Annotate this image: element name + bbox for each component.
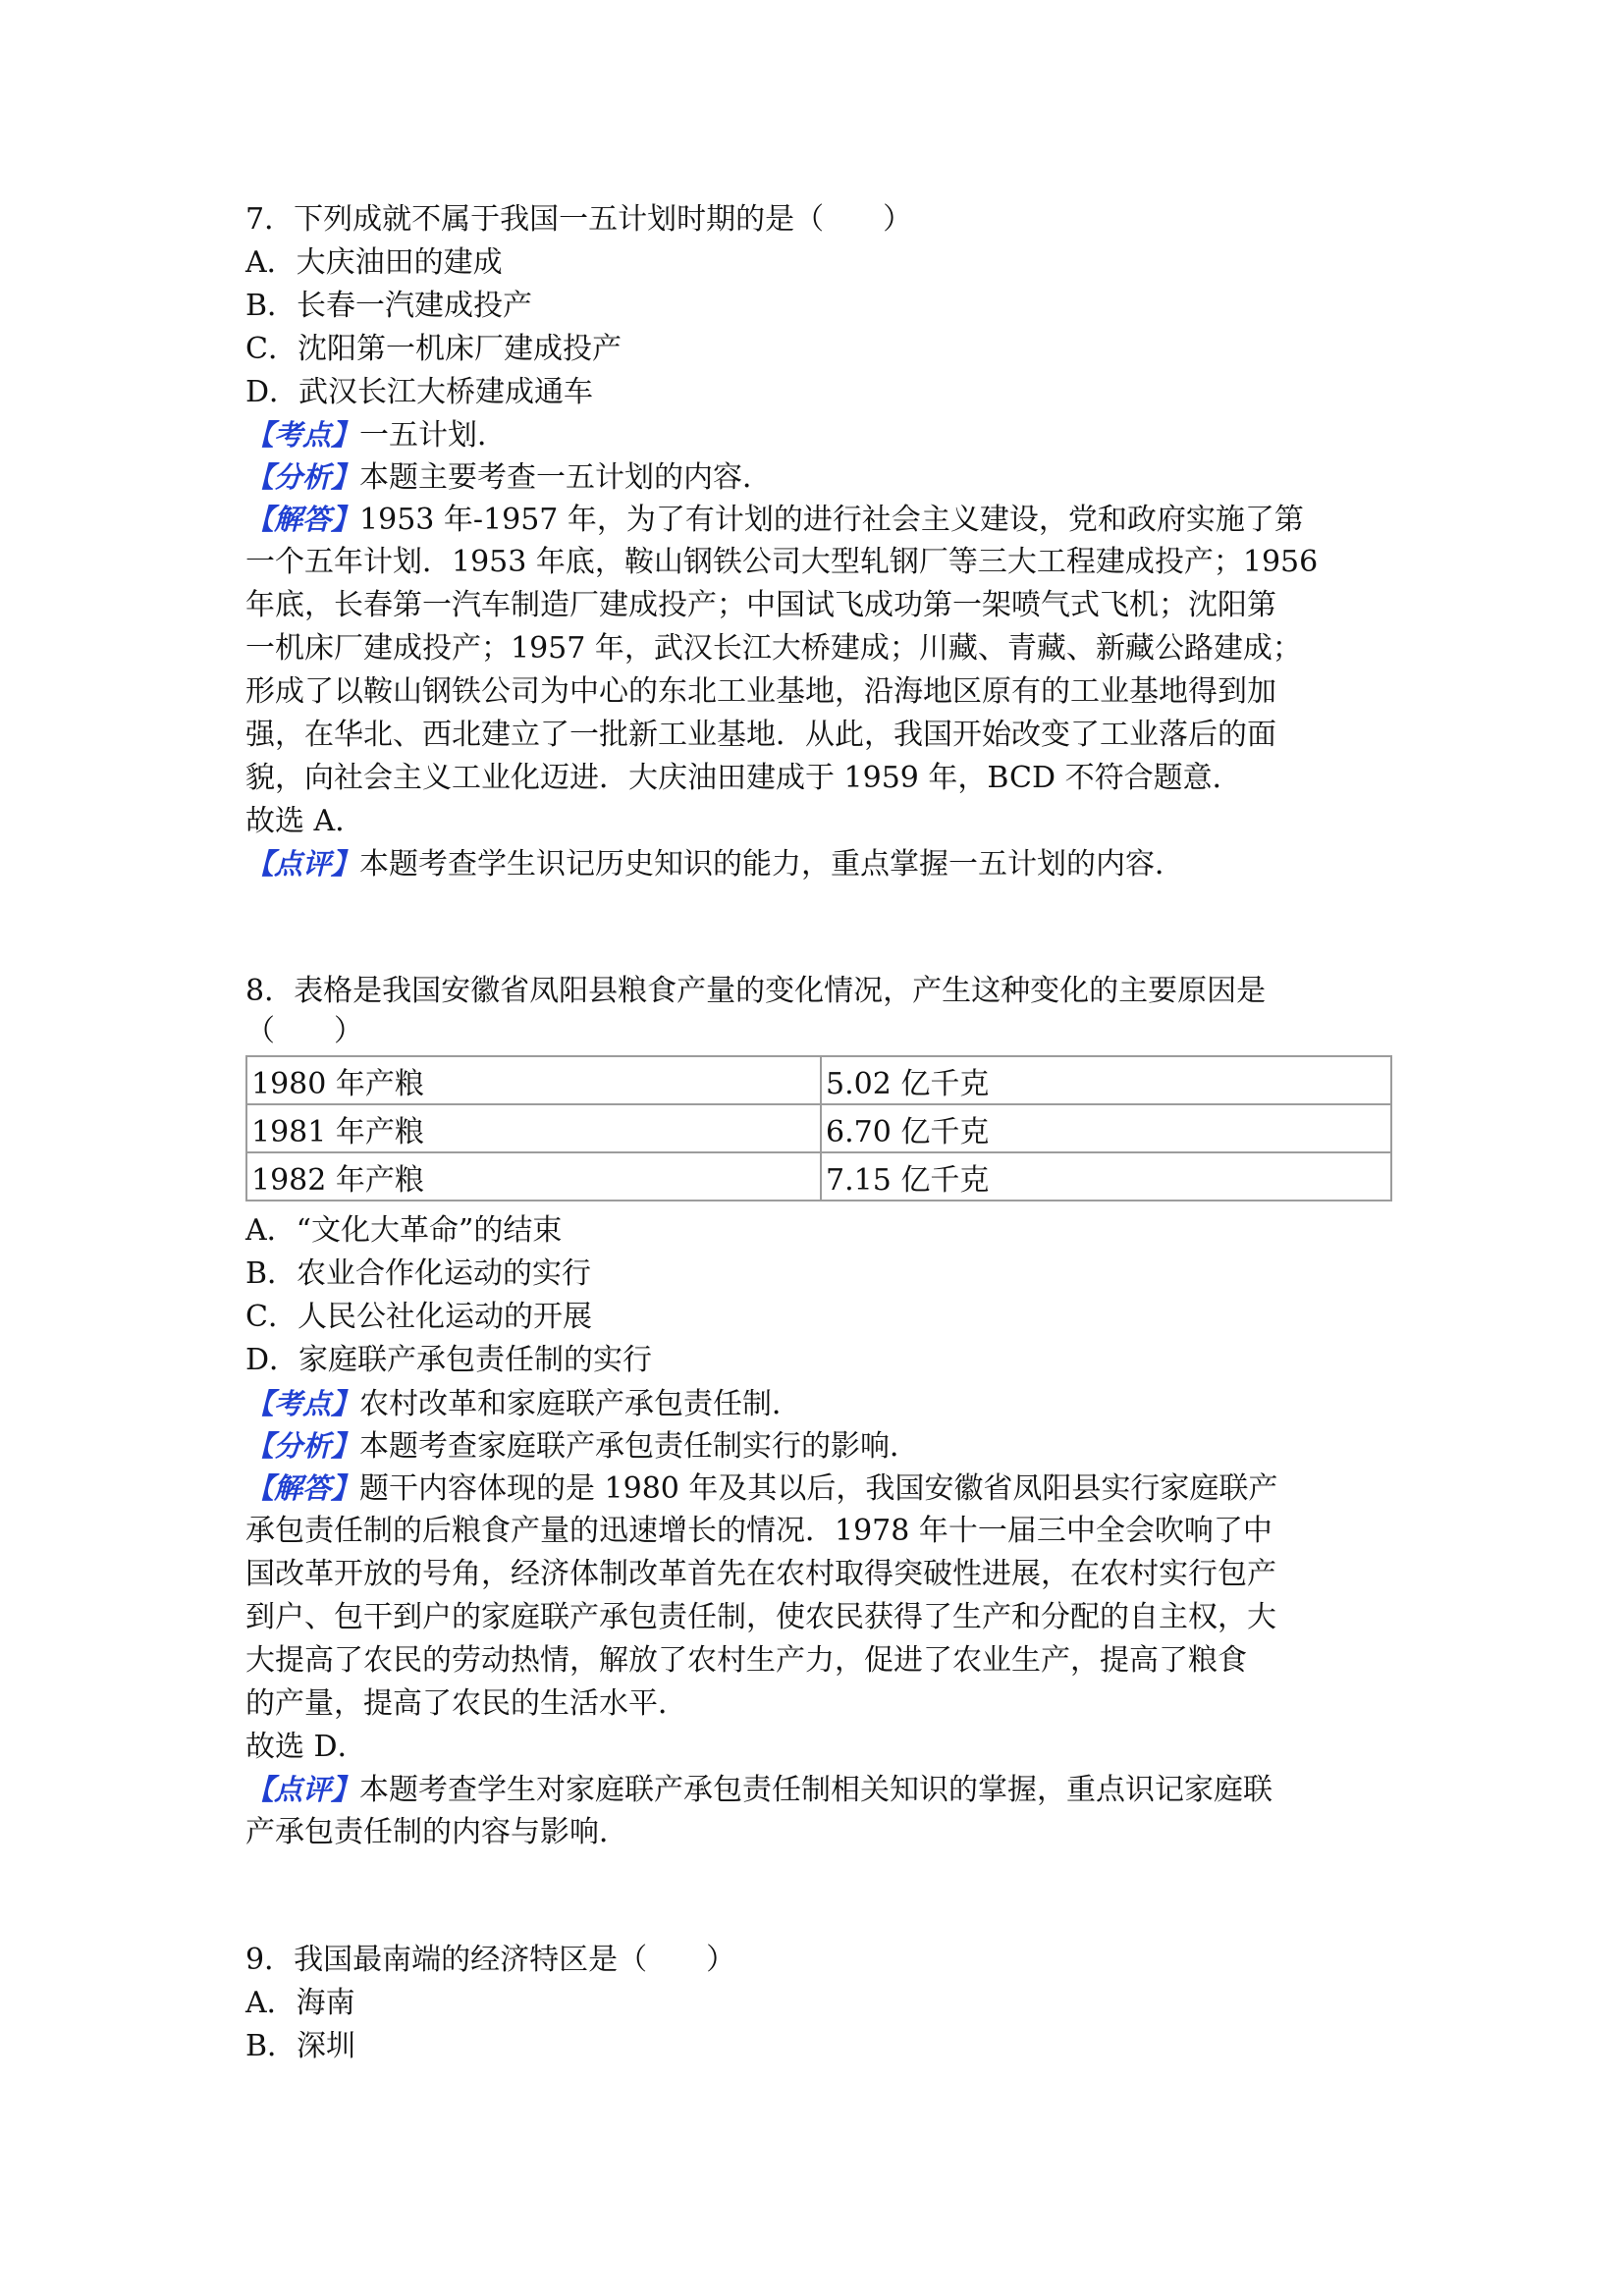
q8-jieda-line-3: 国改革开放的号角，经济体制改革首先在农村取得突破性进展，在农村实行包产 <box>245 1557 1276 1591</box>
q8-jieda-text: 题干内容体现的是 1980 年及其以后，我国安徽省凤阳县实行家庭联产 <box>359 1471 1278 1506</box>
q7-fenxi-text: 本题主要考查一五计划的内容． <box>359 460 773 495</box>
q7-option-c: C．沈阳第一机床厂建成投产 <box>245 332 622 366</box>
q8-answer: 故选 D． <box>245 1730 367 1764</box>
table-cell-output: 5.02 亿千克 <box>821 1056 1391 1104</box>
q8-dianping-line-2: 产承包责任制的内容与影响． <box>245 1815 628 1849</box>
table-cell-output: 6.70 亿千克 <box>821 1104 1391 1152</box>
q8-jieda-line-5: 大提高了农民的劳动热情，解放了农村生产力，促进了农业生产，提高了粮食 <box>245 1643 1247 1678</box>
q9-stem: 9．我国最南端的经济特区是（ ） <box>245 1943 736 1977</box>
q8-jieda-line-1 <box>245 1467 1394 1510</box>
q7-kaodian <box>245 413 1394 456</box>
q7-dianping-text: 本题考查学生识记历史知识的能力，重点掌握一五计划的内容． <box>359 847 1185 881</box>
q8-dianping-text: 本题考查学生对家庭联产承包责任制相关知识的掌握，重点识记家庭联 <box>359 1773 1273 1807</box>
q7-jieda-line-5: 形成了以鞍山钢铁公司为中心的东北工业基地，沿海地区原有的工业基地得到加 <box>245 674 1276 709</box>
q7-jieda-line-6: 强，在华北、西北建立了一批新工业基地．从此，我国开始改变了工业落后的面 <box>245 718 1276 752</box>
q8-option-c: C．人民公社化运动的开展 <box>245 1300 592 1334</box>
q7-jieda-line-1 <box>245 498 1394 541</box>
table-row <box>246 1104 1391 1152</box>
q8-jieda-line-6: 的产量，提高了农民的生活水平． <box>245 1686 687 1721</box>
q8-kaodian-text: 农村改革和家庭联产承包责任制． <box>359 1387 802 1421</box>
q8-option-b: B．农业合作化运动的实行 <box>245 1256 592 1291</box>
table-row <box>246 1056 1391 1104</box>
table-cell-year: 1982 年产粮 <box>246 1152 821 1201</box>
table-cell-year: 1981 年产粮 <box>246 1104 821 1152</box>
q7-dianping <box>245 842 1394 885</box>
q7-option-d: D．武汉长江大桥建成通车 <box>245 375 594 409</box>
q8-fenxi-text: 本题考查家庭联产承包责任制实行的影响． <box>359 1429 920 1464</box>
q7-kaodian-text: 一五计划． <box>359 418 508 453</box>
q9-option-a: A．海南 <box>245 1986 355 2020</box>
table-cell-output: 7.15 亿千克 <box>821 1152 1391 1201</box>
q7-answer: 故选 A． <box>245 804 365 838</box>
jieda-tag: 【解答】 <box>245 1471 360 1505</box>
kaodian-tag: 【考点】 <box>245 1387 360 1420</box>
dianping-tag: 【点评】 <box>245 847 360 881</box>
q7-fenxi <box>245 455 1394 499</box>
q9-option-b: B．深圳 <box>245 2029 356 2063</box>
q7-jieda-line-4: 一机床厂建成投产；1957 年，武汉长江大桥建成；川藏、青藏、新藏公路建成； <box>245 631 1302 666</box>
q8-jieda-line-4: 到户、包干到户的家庭联产承包责任制，使农民获得了生产和分配的自主权，大 <box>245 1600 1276 1634</box>
table-row <box>246 1152 1391 1201</box>
q8-kaodian <box>245 1382 1394 1425</box>
q7-stem: 7．下列成就不属于我国一五计划时期的是（ ） <box>245 202 913 237</box>
fenxi-tag: 【分析】 <box>245 1429 360 1463</box>
q8-stem-line-1: 8．表格是我国安徽省凤阳县粮食产量的变化情况，产生这种变化的主要原因是 <box>245 974 1267 1008</box>
q7-jieda-text: 1953 年-1957 年，为了有计划的进行社会主义建设，党和政府实施了第 <box>359 503 1304 537</box>
q7-option-b: B．长春一汽建成投产 <box>245 289 533 323</box>
q8-dianping-line-1 <box>245 1768 1394 1811</box>
q8-jieda-line-2: 承包责任制的后粮食产量的迅速增长的情况．1978 年十一届三中全会吹响了中 <box>245 1514 1272 1548</box>
q7-option-a: A．大庆油田的建成 <box>245 245 503 280</box>
q7-jieda-line-2: 一个五年计划．1953 年底，鞍山钢铁公司大型轧钢厂等三大工程建成投产；1956 <box>245 545 1319 579</box>
q7-jieda-line-3: 年底，长春第一汽车制造厂建成投产；中国试飞成功第一架喷气式飞机；沈阳第 <box>245 588 1276 622</box>
dianping-tag: 【点评】 <box>245 1773 360 1806</box>
q7-jieda-line-7: 貌，向社会主义工业化迈进．大庆油田建成于 1959 年，BCD 不符合题意． <box>245 761 1242 795</box>
jieda-tag: 【解答】 <box>245 503 360 536</box>
q8-fenxi <box>245 1424 1394 1468</box>
q8-option-a: A．“文化大革命”的结束 <box>245 1213 563 1248</box>
grain-output-table <box>245 1055 1392 1201</box>
kaodian-tag: 【考点】 <box>245 418 360 452</box>
q8-stem-line-2: （ ） <box>245 1014 363 1048</box>
table-cell-year: 1980 年产粮 <box>246 1056 821 1104</box>
fenxi-tag: 【分析】 <box>245 460 360 494</box>
q8-option-d: D．家庭联产承包责任制的实行 <box>245 1343 653 1377</box>
